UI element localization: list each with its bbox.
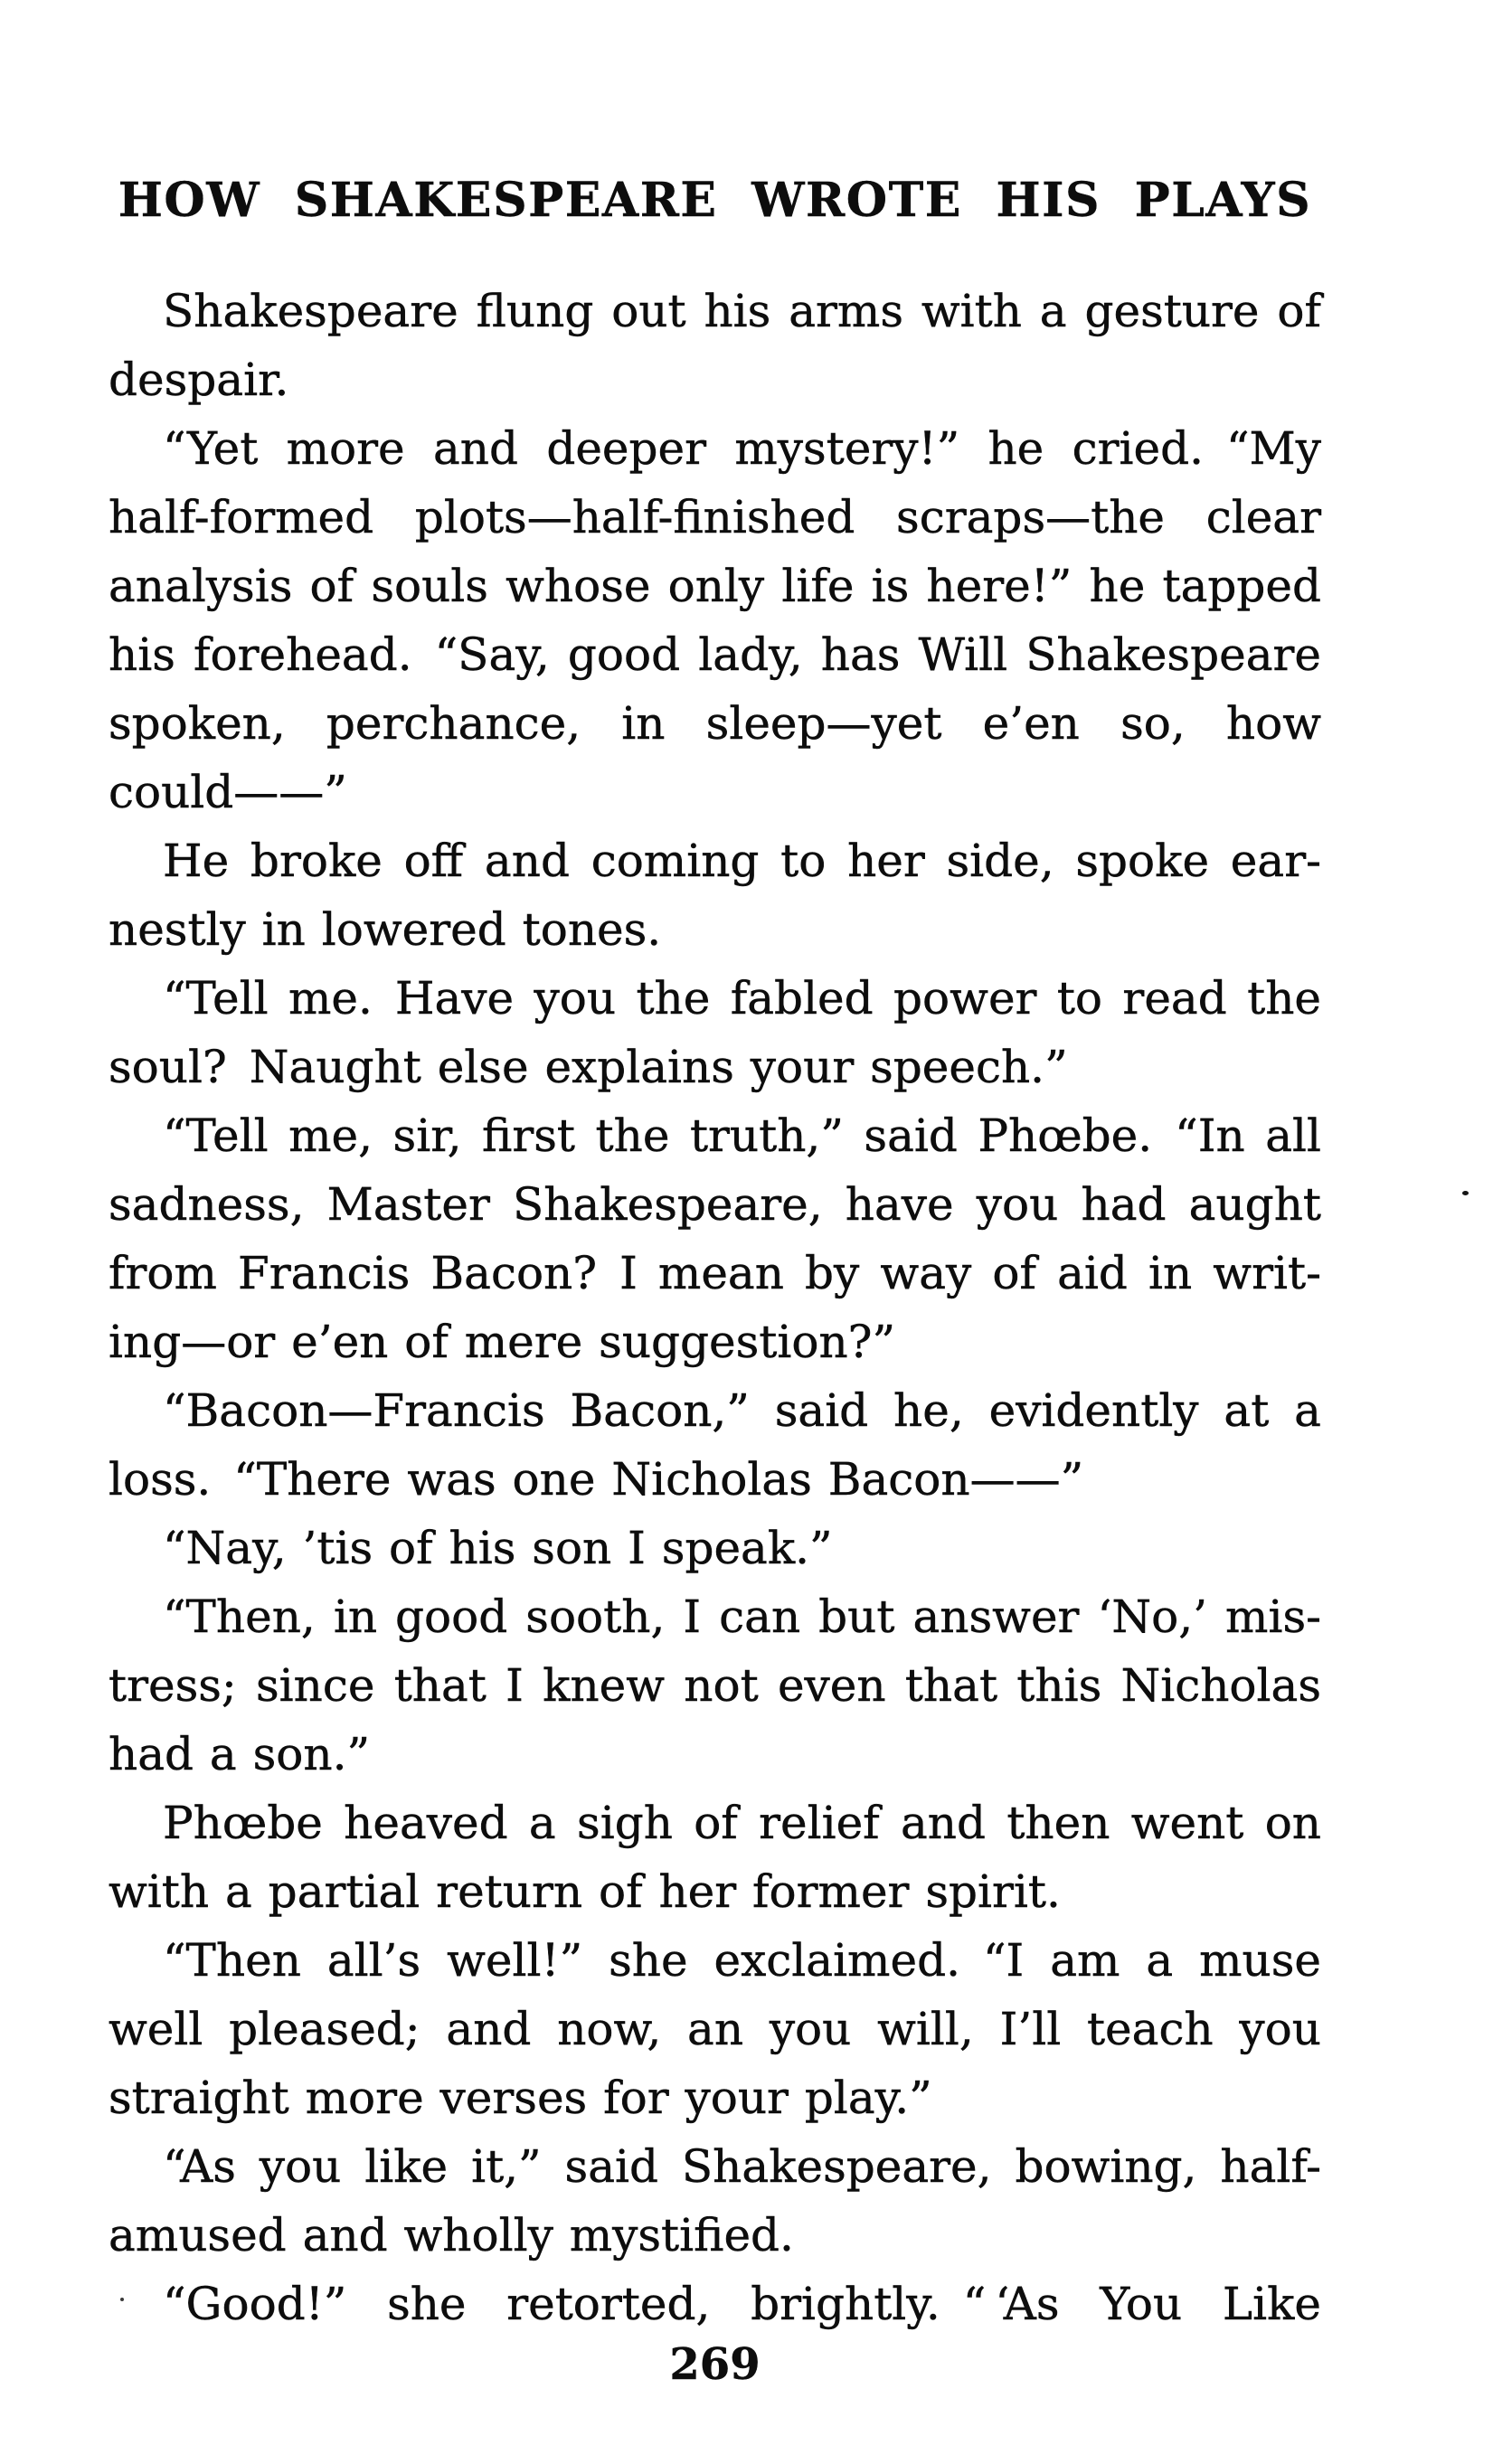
text-line: “Tell me. Have you the fabled power to read the: [163, 972, 1321, 1024]
text-line: “Then all’s well!” she exclaimed. “I am a muse: [163, 1934, 1321, 1987]
text-line: He broke off and coming to her side, spoke ear-: [163, 835, 1321, 887]
text-line: half-formed plots—half-finished scraps—the clear: [109, 491, 1321, 543]
text-line: from Francis Bacon? I mean by way of aid in writ-: [109, 1247, 1321, 1299]
text-line: “Then, in good sooth, I can but answer ‘No,’ mis-: [163, 1591, 1321, 1643]
text-line: with a partial return of her former spirit.: [109, 1865, 1061, 1918]
text-line: “Tell me, sir, first the truth,” said Phœbe. “In all: [163, 1109, 1321, 1162]
text-line: straight more verses for your play.”: [109, 2072, 932, 2124]
text-line: tress; since that I knew not even that this Nicholas: [109, 1659, 1321, 1712]
text-line: despair.: [109, 354, 289, 406]
text-line: “Good!” she retorted, brightly. “ ‘As You Like: [163, 2278, 1321, 2330]
text-line: “Yet more and deeper mystery!” he cried. “My: [163, 422, 1321, 475]
text-line: “Nay, ’tis of his son I speak.”: [163, 1522, 833, 1574]
text-line: “As you like it,” said Shakespeare, bowing, half-: [163, 2140, 1321, 2193]
text-line: his forehead. “Say, good lady, has Will Shakespeare: [109, 628, 1321, 681]
text-line: had a son.”: [109, 1728, 371, 1780]
page-number: 269: [669, 2339, 761, 2390]
page-text: [109, 277, 1321, 2338]
text-line: sadness, Master Shakespeare, have you had aught: [109, 1178, 1321, 1231]
text-line: Shakespeare flung out his arms with a gesture of: [163, 285, 1321, 337]
text-column: [109, 0, 1321, 2464]
running-header: HOW SHAKESPEARE WROTE HIS PLAYS: [118, 173, 1312, 228]
text-line: analysis of souls whose only life is here!” he tapped: [109, 560, 1321, 612]
text-line: “Bacon—Francis Bacon,” said he, evidently at a: [163, 1384, 1321, 1437]
text-line: well pleased; and now, an you will, I’ll teach you: [109, 2003, 1321, 2055]
text-line: could——”: [109, 766, 347, 818]
scan-speck-right: [1462, 1191, 1469, 1195]
text-line: amused and wholly mystified.: [109, 2209, 794, 2261]
text-line: loss. “There was one Nicholas Bacon——”: [109, 1453, 1084, 1506]
text-line: ing—or e’en of mere suggestion?”: [109, 1316, 896, 1368]
text-line: nestly in lowered tones.: [109, 903, 662, 956]
text-line: spoken, perchance, in sleep—yet e’en so, how: [109, 697, 1321, 750]
text-line: soul? Naught else explains your speech.”: [109, 1041, 1068, 1093]
scan-speck-left: [120, 2298, 124, 2301]
text-line: Phœbe heaved a sigh of relief and then went on: [163, 1797, 1321, 1849]
